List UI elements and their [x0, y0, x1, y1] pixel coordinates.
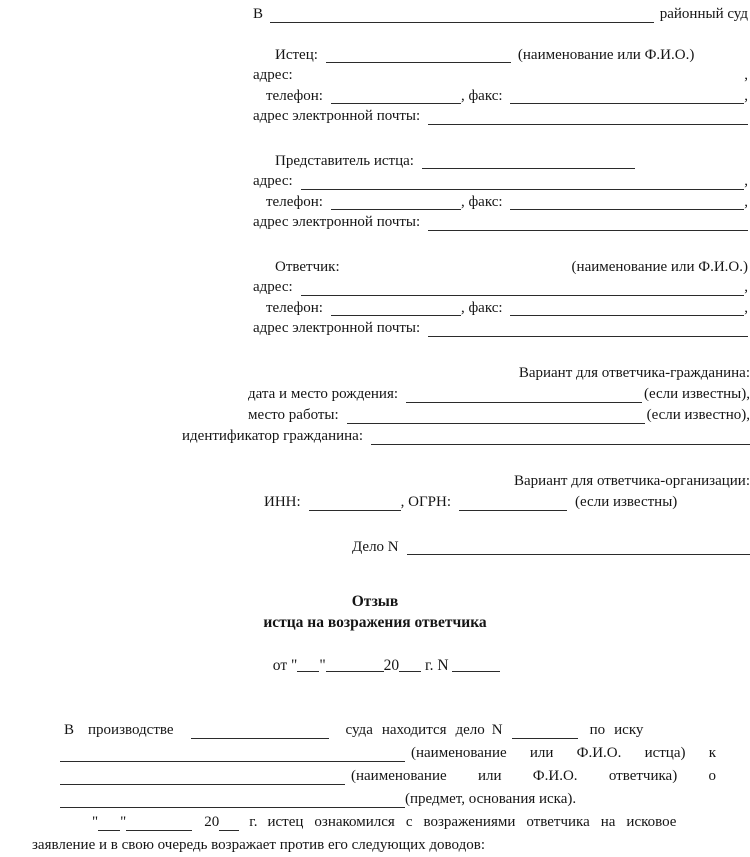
review-month-blank[interactable] [126, 816, 192, 831]
defendant-phone-blank[interactable] [331, 301, 461, 316]
defendant-address-label: адрес: [253, 279, 293, 295]
plaintiff-rep-address-label: адрес: [253, 173, 293, 189]
defendant-note-w5: о [708, 767, 716, 784]
inn-ogrn-line [182, 492, 750, 513]
plaintiff-note-w2: или [529, 744, 554, 761]
date-day-blank[interactable] [297, 658, 319, 672]
subject-blank-body[interactable] [60, 793, 405, 808]
plaintiff-note-w1: (наименование [411, 744, 507, 761]
plaintiff-phone-line [253, 86, 748, 107]
defendant-email-line [253, 318, 748, 339]
defendant-label: Ответчик: [275, 258, 340, 275]
plaintiff-rep-phone-blank[interactable] [331, 195, 461, 210]
plaintiff-fax-comma: , [744, 87, 748, 104]
plaintiff-email-line [253, 106, 748, 127]
case-number-block [352, 537, 750, 557]
workplace-note: (если известно), [646, 406, 750, 423]
body-line-3 [32, 765, 722, 788]
plaintiff-note-w5: к [708, 744, 716, 761]
defendant-address-comma: , [744, 279, 748, 295]
variant-org-heading-line [182, 471, 750, 492]
plaintiff-rep-fax-comma: , [744, 193, 748, 210]
plaintiff-rep-name-line [253, 151, 748, 172]
plaintiff-note-group [405, 742, 722, 765]
date-month-blank[interactable] [326, 658, 384, 672]
plaintiff-rep-address-line [253, 171, 748, 192]
body-w-po: по [589, 721, 606, 738]
date-year-blank[interactable] [399, 658, 421, 672]
date-year-suffix: г. N [425, 656, 449, 674]
plaintiff-fax-blank[interactable] [510, 89, 745, 104]
plaintiff-rep-address-comma: , [744, 173, 748, 189]
court-block [253, 4, 748, 25]
defendant-name-note: (наименование или Ф.И.О.) [571, 258, 748, 275]
review-w-na: на [600, 813, 616, 830]
plaintiff-rep-email-line [253, 212, 748, 233]
plaintiff-name-note: (наименование или Ф.И.О.) [517, 46, 695, 63]
defendant-address-blank[interactable] [301, 281, 745, 296]
plaintiff-rep-block [253, 151, 748, 233]
citizen-id-blank[interactable] [371, 430, 750, 445]
defendant-fax-label: , факс: [460, 299, 503, 316]
review-w-oznakomilsya: ознакомился [314, 813, 395, 830]
ogrn-blank[interactable] [459, 496, 567, 511]
defendant-block [253, 257, 748, 339]
ogrn-label: , ОГРН: [400, 493, 452, 510]
inn-ogrn-note: (если известны) [575, 493, 678, 510]
plaintiff-rep-address-blank[interactable] [301, 175, 745, 190]
court-blank-body[interactable] [191, 724, 329, 739]
body-w-delo: дело [455, 721, 485, 738]
subject-note: (предмет, основания иска). [405, 790, 577, 807]
plaintiff-rep-label: Представитель истца: [275, 152, 414, 169]
plaintiff-email-label: адрес электронной почты: [253, 108, 421, 124]
defendant-note-group [345, 765, 722, 788]
defendant-blank-body[interactable] [60, 770, 345, 785]
plaintiff-note-w3: Ф.И.О. [576, 744, 622, 761]
body-w-nahoditsya: находится [381, 721, 447, 738]
body-block [32, 719, 722, 857]
birth-blank[interactable] [406, 388, 642, 403]
date-year: 20 [383, 656, 400, 674]
defendant-note-w1: (наименование [351, 767, 447, 784]
birth-line [182, 384, 750, 405]
document-title-block [0, 591, 750, 699]
case-number-label: Дело N [352, 538, 399, 555]
workplace-line [182, 405, 750, 426]
review-day-blank[interactable] [98, 816, 120, 831]
review-w-s: с [405, 813, 413, 830]
inn-label: ИНН: [264, 493, 301, 510]
plaintiff-rep-name-blank[interactable] [422, 154, 635, 169]
court-suffix-label: районный суд [659, 6, 748, 22]
inn-blank[interactable] [309, 496, 401, 511]
defendant-fax-comma: , [744, 299, 748, 316]
plaintiff-email-blank[interactable] [428, 110, 748, 125]
defendant-note-w3: Ф.И.О. [532, 767, 578, 784]
defendant-phone-label: телефон: [266, 299, 323, 316]
variant-org-heading: Вариант для ответчика-организации: [514, 472, 750, 489]
review-w-vozrazheniyami: возражениями [423, 813, 516, 830]
variant-citizen-block [182, 363, 750, 447]
citizen-id-label: идентификатор гражданина: [182, 427, 363, 444]
document-page [0, 4, 750, 853]
plaintiff-rep-email-blank[interactable] [428, 216, 748, 231]
citizen-id-line [182, 426, 750, 447]
review-w-istec: истец [267, 813, 304, 830]
document-subtitle: истца на возражения ответчика [263, 613, 487, 631]
defendant-email-label: адрес электронной почты: [253, 320, 421, 336]
plaintiff-name-line [253, 45, 748, 66]
variant-citizen-heading: Вариант для ответчика-гражданина: [518, 364, 750, 381]
review-date-quote-open: " [92, 813, 99, 830]
plaintiff-name-blank[interactable] [326, 48, 511, 63]
case-number-blank[interactable] [407, 540, 750, 555]
body-w-n: N [491, 721, 503, 738]
body-w-proizvodstve: производстве [88, 721, 174, 738]
review-w-iskovoe: исковое [626, 813, 677, 830]
body-line-6: заявление и в свою очередь возражает против его следующих доводов: [32, 836, 485, 853]
review-date-quote-close: " [120, 813, 127, 830]
defendant-name-line [253, 257, 748, 278]
plaintiff-blank-body[interactable] [60, 747, 405, 762]
review-year-blank[interactable] [219, 816, 239, 831]
workplace-label: место работы: [248, 406, 339, 423]
body-line-1 [32, 719, 722, 742]
plaintiff-address-comma: , [744, 67, 748, 83]
body-w-v: В [64, 721, 75, 738]
case-number-line [352, 537, 750, 557]
defendant-fax-blank[interactable] [510, 301, 745, 316]
plaintiff-phone-blank[interactable] [331, 89, 461, 104]
plaintiff-rep-phone-label: телефон: [266, 193, 323, 210]
body-w-suda: суда [345, 721, 373, 738]
defendant-note-w4: ответчика) [608, 767, 678, 784]
plaintiff-label: Истец: [275, 46, 318, 63]
document-date-line [0, 633, 750, 699]
body-line-5 [32, 811, 722, 834]
defendant-email-blank[interactable] [428, 322, 748, 337]
plaintiff-rep-email-label: адрес электронной почты: [253, 214, 421, 230]
court-prefix-label: В [253, 6, 264, 22]
court-name-blank[interactable] [270, 8, 654, 23]
variant-citizen-heading-line [182, 363, 750, 384]
date-quote-close: " [319, 656, 326, 674]
defendant-address-line [253, 277, 748, 298]
workplace-blank[interactable] [347, 409, 645, 424]
plaintiff-rep-fax-blank[interactable] [510, 195, 745, 210]
plaintiff-block [253, 45, 748, 127]
document-title: Отзыв [351, 592, 399, 610]
plaintiff-rep-fax-label: , факс: [460, 193, 503, 210]
plaintiff-rep-phone-line [253, 192, 748, 213]
body-w-isku: иску [614, 721, 644, 738]
defendant-note-w2: или [477, 767, 502, 784]
review-w-g: г. [249, 813, 258, 830]
defendant-phone-line [253, 298, 748, 319]
plaintiff-fax-label: , факс: [460, 87, 503, 104]
plaintiff-address-line [253, 65, 748, 86]
court-line [253, 4, 748, 25]
body-line-2 [32, 742, 722, 765]
variant-org-block [182, 471, 750, 513]
body-line-4 [32, 788, 722, 811]
birth-label: дата и место рождения: [248, 385, 399, 402]
review-w-otvetchika: ответчика [526, 813, 590, 830]
plaintiff-phone-label: телефон: [266, 87, 323, 104]
plaintiff-address-label: адрес: [253, 67, 293, 83]
birth-note: (если известны), [644, 385, 750, 402]
review-year: 20 [204, 813, 220, 830]
date-prefix: от " [272, 656, 298, 674]
case-number-blank-body[interactable] [512, 724, 578, 739]
plaintiff-note-w4: истца) [644, 744, 686, 761]
doc-number-blank[interactable] [452, 658, 500, 672]
